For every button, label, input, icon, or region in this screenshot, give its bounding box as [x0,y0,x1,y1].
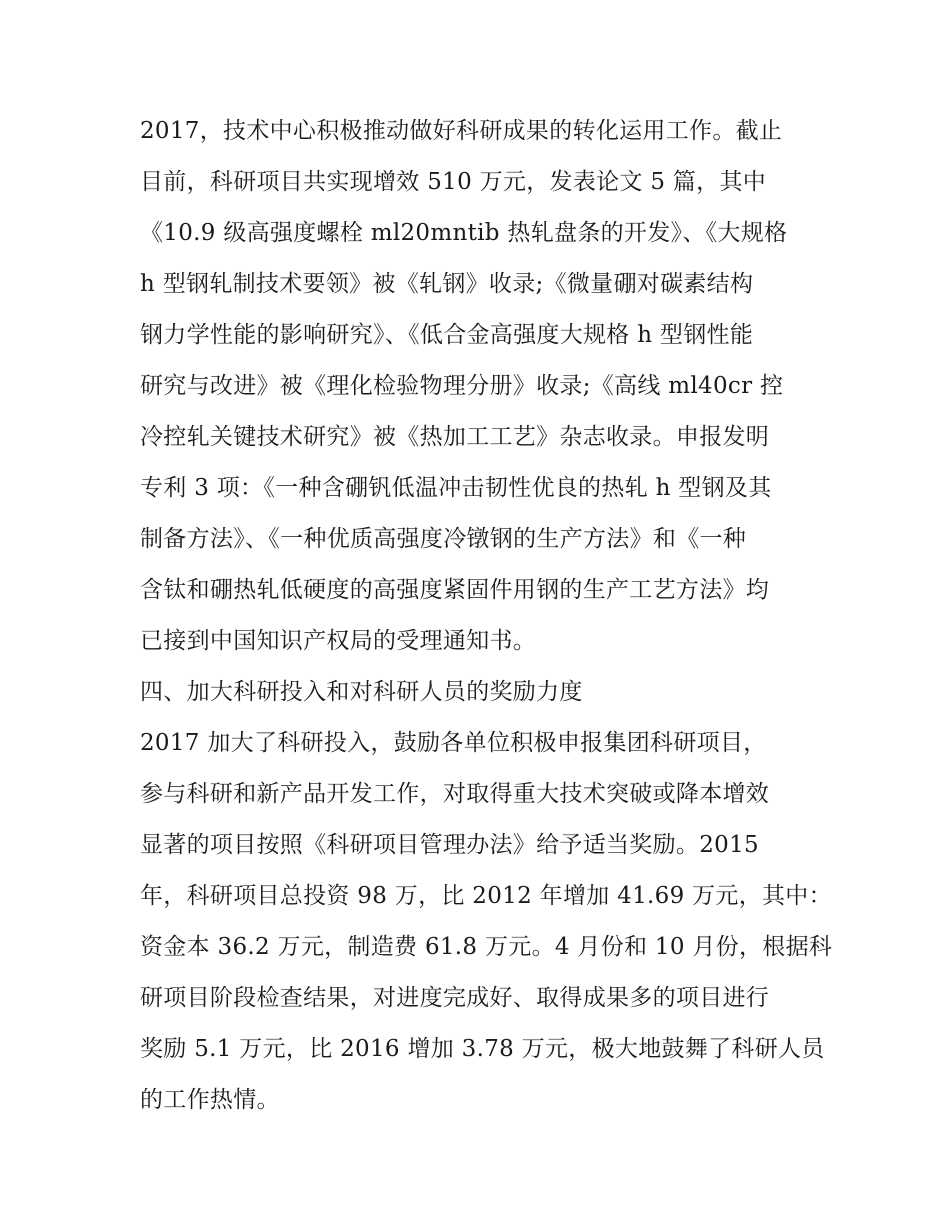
section-heading: 四、加大科研投入和对科研人员的奖励力度 [140,679,583,705]
text-line-2: 目前，科研项目共实现增效 510 万元，发表论文 5 篇，其中 [140,169,767,195]
text-line-18: 研项目阶段检查结果，对进度完成好、取得成果多的项目进行 [140,985,770,1011]
document-body [140,108,833,1128]
text-line-13: 2017 加大了科研投入，鼓励各单位积极申报集团科研项目， [140,730,767,756]
text-line-5: 钢力学性能的影响研究》、《低合金高强度大规格 h 型钢性能 [140,322,754,348]
text-line-14: 参与科研和新产品开发工作，对取得重大技术突破或降本增效 [140,781,770,807]
text-line-6: 研究与改进》被《理化检验物理分册》收录;《高线 ml40cr 控 [140,373,784,399]
text-line-7: 冷控轧关键技术研究》被《热加工工艺》杂志收录。申报发明 [140,424,770,450]
text-line-9: 制备方法》、《一种优质高强度冷镦钢的生产方法》和《一种 [140,526,747,552]
text-line-8: 专利 3 项：《一种含硼钒低温冲击韧性优良的热轧 h 型钢及其 [140,475,772,501]
text-line-16: 年，科研项目总投资 98 万，比 2012 年增加 41.69 万元，其中： [140,883,832,909]
text-line-20: 的工作热情。 [140,1087,280,1113]
text-line-15: 显著的项目按照《科研项目管理办法》给予适当奖励。2015 [140,832,759,858]
text-line-1: 2017，技术中心积极推动做好科研成果的转化运用工作。截止 [140,118,783,144]
text-line-3: 《10.9 级高强度螺栓 ml20mntib 热轧盘条的开发》、《大规格 [140,220,788,246]
text-line-19: 奖励 5.1 万元，比 2016 增加 3.78 万元，极大地鼓舞了科研人员 [140,1036,825,1062]
text-line-10: 含钛和硼热轧低硬度的高强度紧固件用钢的生产工艺方法》均 [140,577,770,603]
text-line-4: h 型钢轧制技术要领》被《轧钢》收录;《微量硼对碳素结构 [140,271,754,297]
text-line-17: 资金本 36.2 万元，制造费 61.8 万元。4 月份和 10 月份，根据科 [140,934,833,960]
text-line-11: 已接到中国知识产权局的受理通知书。 [140,628,537,654]
